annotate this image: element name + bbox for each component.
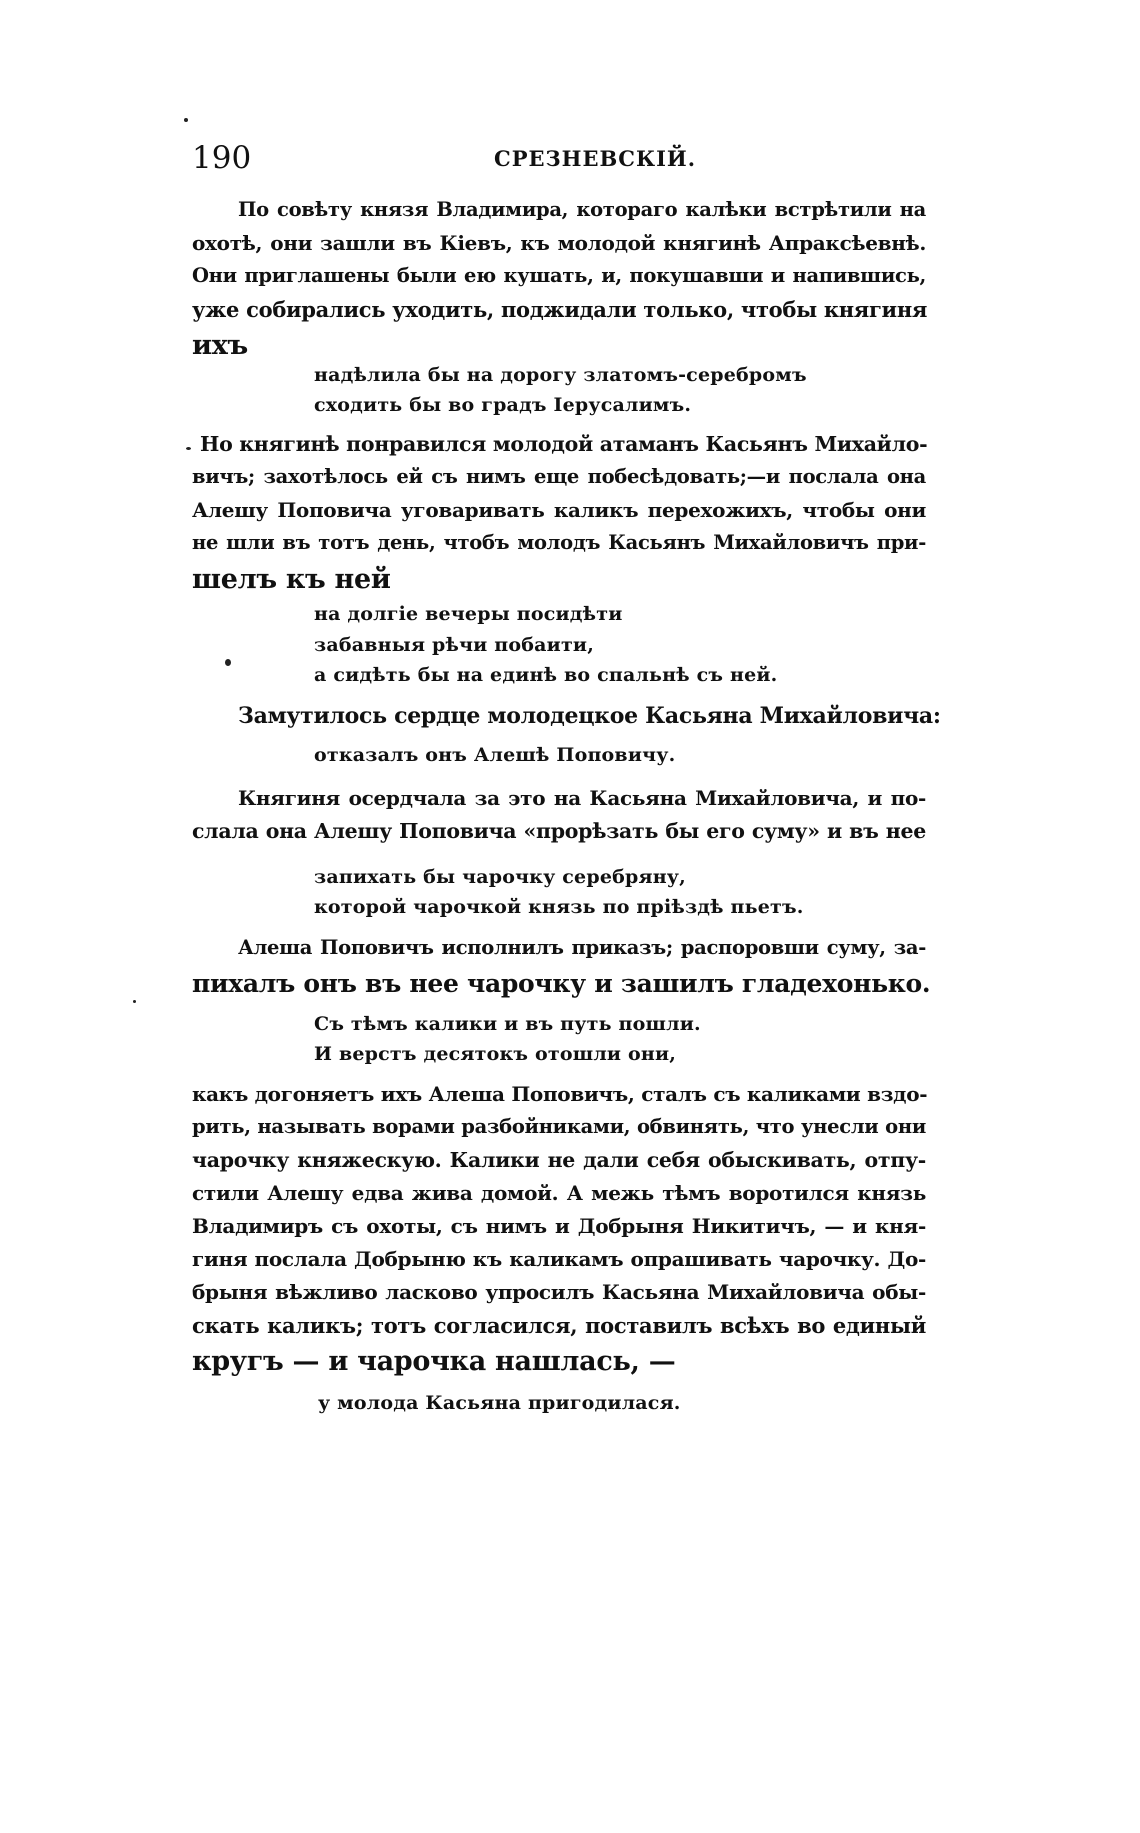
paragraph-line: слала она Алешу Поповича «прорѣзать бы его суму» и въ нее — [192, 819, 926, 843]
verse-line: отказалъ онъ Алешѣ Поповичу. — [314, 744, 676, 766]
scan-speck — [225, 659, 231, 666]
scan-speck — [184, 118, 188, 122]
paragraph-line: Но княгинѣ понравился молодой атаманъ Касьянъ Михайло- — [200, 432, 928, 456]
verse-line: забавныя рѣчи побаити, — [314, 634, 595, 656]
paragraph-line: Владимиръ съ охоты, съ нимъ и Добрыня Никитичъ, — и кня- — [192, 1214, 926, 1238]
verse-line: которой чарочкой князь по пріѣздѣ пьетъ. — [314, 896, 804, 918]
paragraph-line: кругъ — и чарочка нашлась, — — [192, 1346, 676, 1377]
paragraph-line: гиня послала Добрыню къ каликамъ опрашивать чарочку. До- — [192, 1247, 926, 1271]
paragraph-line: скать каликъ; тотъ согласился, поставилъ всѣхъ во единый — [192, 1313, 926, 1338]
scan-speck — [133, 1000, 136, 1003]
paragraph-line: рить, называть ворами разбойниками, обвинять, что унесли они — [192, 1115, 926, 1138]
verse-line: сходить бы во градъ Іерусалимъ. — [314, 394, 692, 416]
paragraph-line: чарочку княжескую. Калики не дали себя обыскивать, отпу- — [192, 1148, 926, 1172]
paragraph-line: Они приглашены были ею кушать, и, покушавши и напившись, — [192, 264, 926, 287]
paragraph-line: шелъ къ ней — [192, 564, 391, 595]
paragraph-line: брыня вѣжливо ласково упросилъ Касьяна Михайловича обы- — [192, 1280, 926, 1304]
paragraph-line: Алеша Поповичъ исполнилъ приказъ; распоровши суму, за- — [238, 936, 926, 959]
scan-speck — [186, 447, 191, 450]
verse-line: запихать бы чарочку серебряну, — [314, 866, 686, 888]
paragraph-line: Княгиня осердчала за это на Касьяна Михайловича, и по- — [238, 786, 926, 810]
paragraph-line: уже собирались уходить, поджидали только, чтобы княгиня — [192, 297, 928, 322]
page-number: 190 — [192, 140, 252, 176]
paragraph-line: стили Алешу едва жива домой. А межь тѣмъ воротился князь — [192, 1181, 926, 1205]
paragraph-line: По совѣту князя Владимира, котораго калѣки встрѣтили на — [238, 198, 926, 221]
paragraph-line: какъ догоняетъ ихъ Алеша Поповичъ, сталъ съ каликами вздо- — [192, 1082, 928, 1106]
verse-line: Съ тѣмъ калики и въ путь пошли. — [314, 1013, 701, 1035]
paragraph-line: ихъ — [192, 330, 248, 361]
paragraph-line: Замутилось сердце молодецкое Касьяна Михайловича: — [238, 703, 941, 729]
verse-line: И верстъ десятокъ отошли они, — [314, 1043, 677, 1065]
paragraph-line: пихалъ онъ въ нее чарочку и зашилъ гладехонько. — [192, 969, 931, 998]
verse-line: надѣлила бы на дорогу златомъ-серебромъ — [314, 364, 807, 386]
verse-line: а сидѣть бы на единѣ во спальнѣ съ ней. — [314, 664, 778, 686]
paragraph-line: Алешу Поповича уговаривать каликъ перехожихъ, чтобы они — [192, 498, 926, 522]
paragraph-line: охотѣ, они зашли въ Кіевъ, къ молодой княгинѣ Апраксѣевнѣ. — [192, 231, 926, 255]
verse-line: на долгіе вечеры посидѣти — [314, 603, 623, 625]
paragraph-line: не шли въ тотъ день, чтобъ молодъ Касьянъ Михайловичъ при- — [192, 531, 926, 554]
running-head: СРЕЗНЕВСКІЙ. — [494, 146, 697, 171]
paragraph-line: вичъ; захотѣлось ей съ нимъ еще побесѣдовать;—и послала она — [192, 465, 926, 488]
verse-line: у молода Касьяна пригодилася. — [318, 1392, 681, 1414]
